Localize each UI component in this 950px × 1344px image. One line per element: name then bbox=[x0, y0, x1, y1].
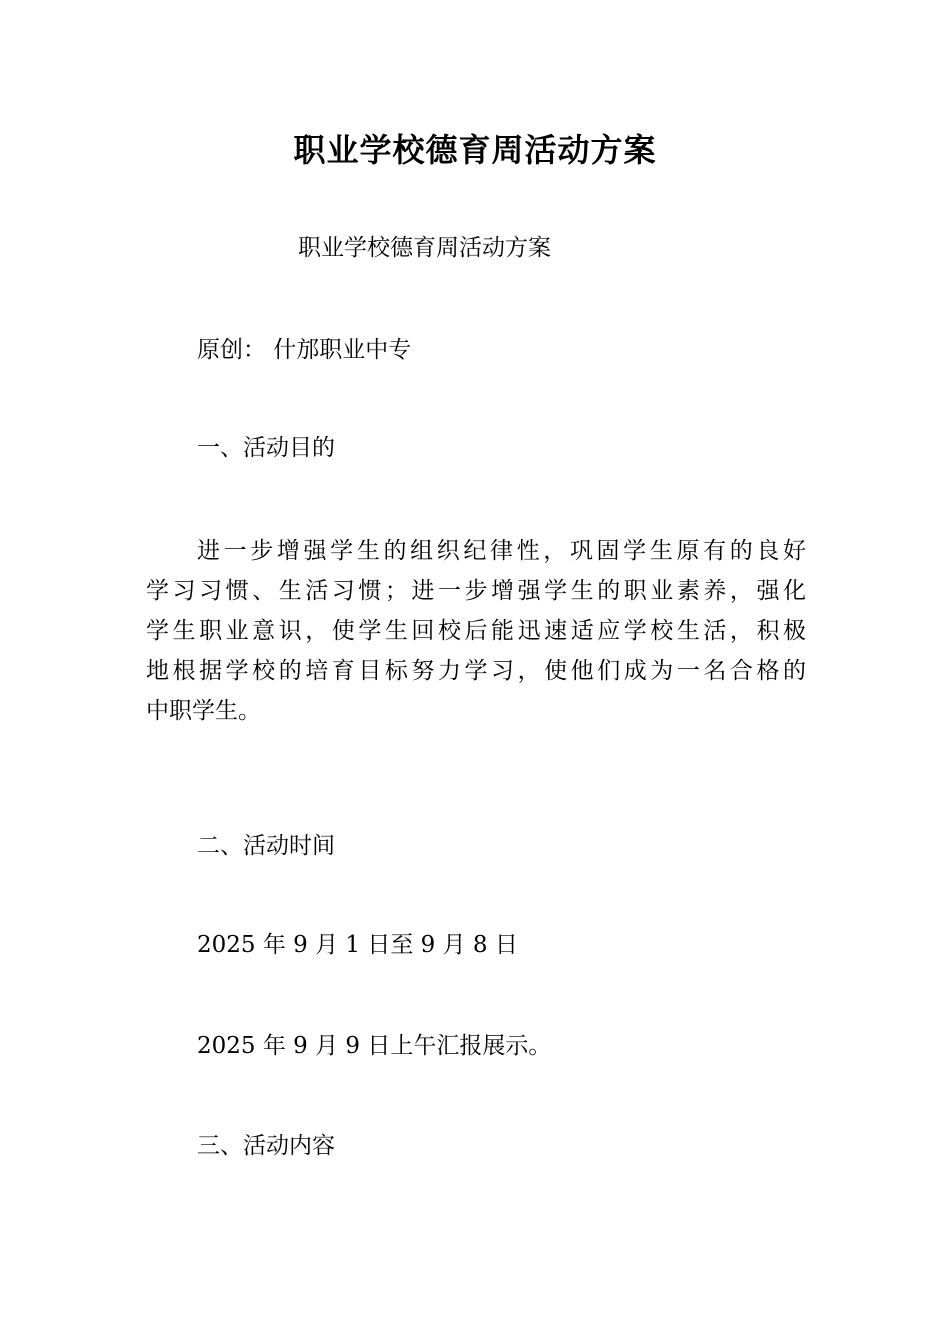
date-range-line: 2025 年 9 月 1 日至 9 月 8 日 bbox=[197, 932, 518, 958]
author-line: 原创： 什邡职业中专 bbox=[197, 337, 412, 363]
document-subtitle: 职业学校德育周活动方案 bbox=[298, 235, 551, 261]
document-title: 职业学校德育周活动方案 bbox=[293, 131, 657, 169]
purpose-paragraph bbox=[146, 531, 806, 731]
paragraph-line: 中职学生。 bbox=[146, 698, 261, 724]
section-heading-content: 三、活动内容 bbox=[197, 1133, 335, 1159]
section-heading-purpose: 一、活动目的 bbox=[197, 435, 335, 461]
paragraph-line: 学生职业意识，使学生回校后能迅速适应学校生活，积极 bbox=[146, 618, 806, 644]
paragraph-line: 学习习惯、生活习惯；进一步增强学生的职业素养，强化 bbox=[146, 578, 806, 604]
paragraph-line: 进一步增强学生的组织纪律性，巩固学生原有的良好 bbox=[197, 538, 806, 564]
paragraph-line: 地根据学校的培育目标努力学习，使他们成为一名合格的 bbox=[146, 658, 806, 684]
section-heading-time: 二、活动时间 bbox=[197, 833, 335, 859]
presentation-date-line: 2025 年 9 月 9 日上午汇报展示。 bbox=[197, 1033, 552, 1059]
